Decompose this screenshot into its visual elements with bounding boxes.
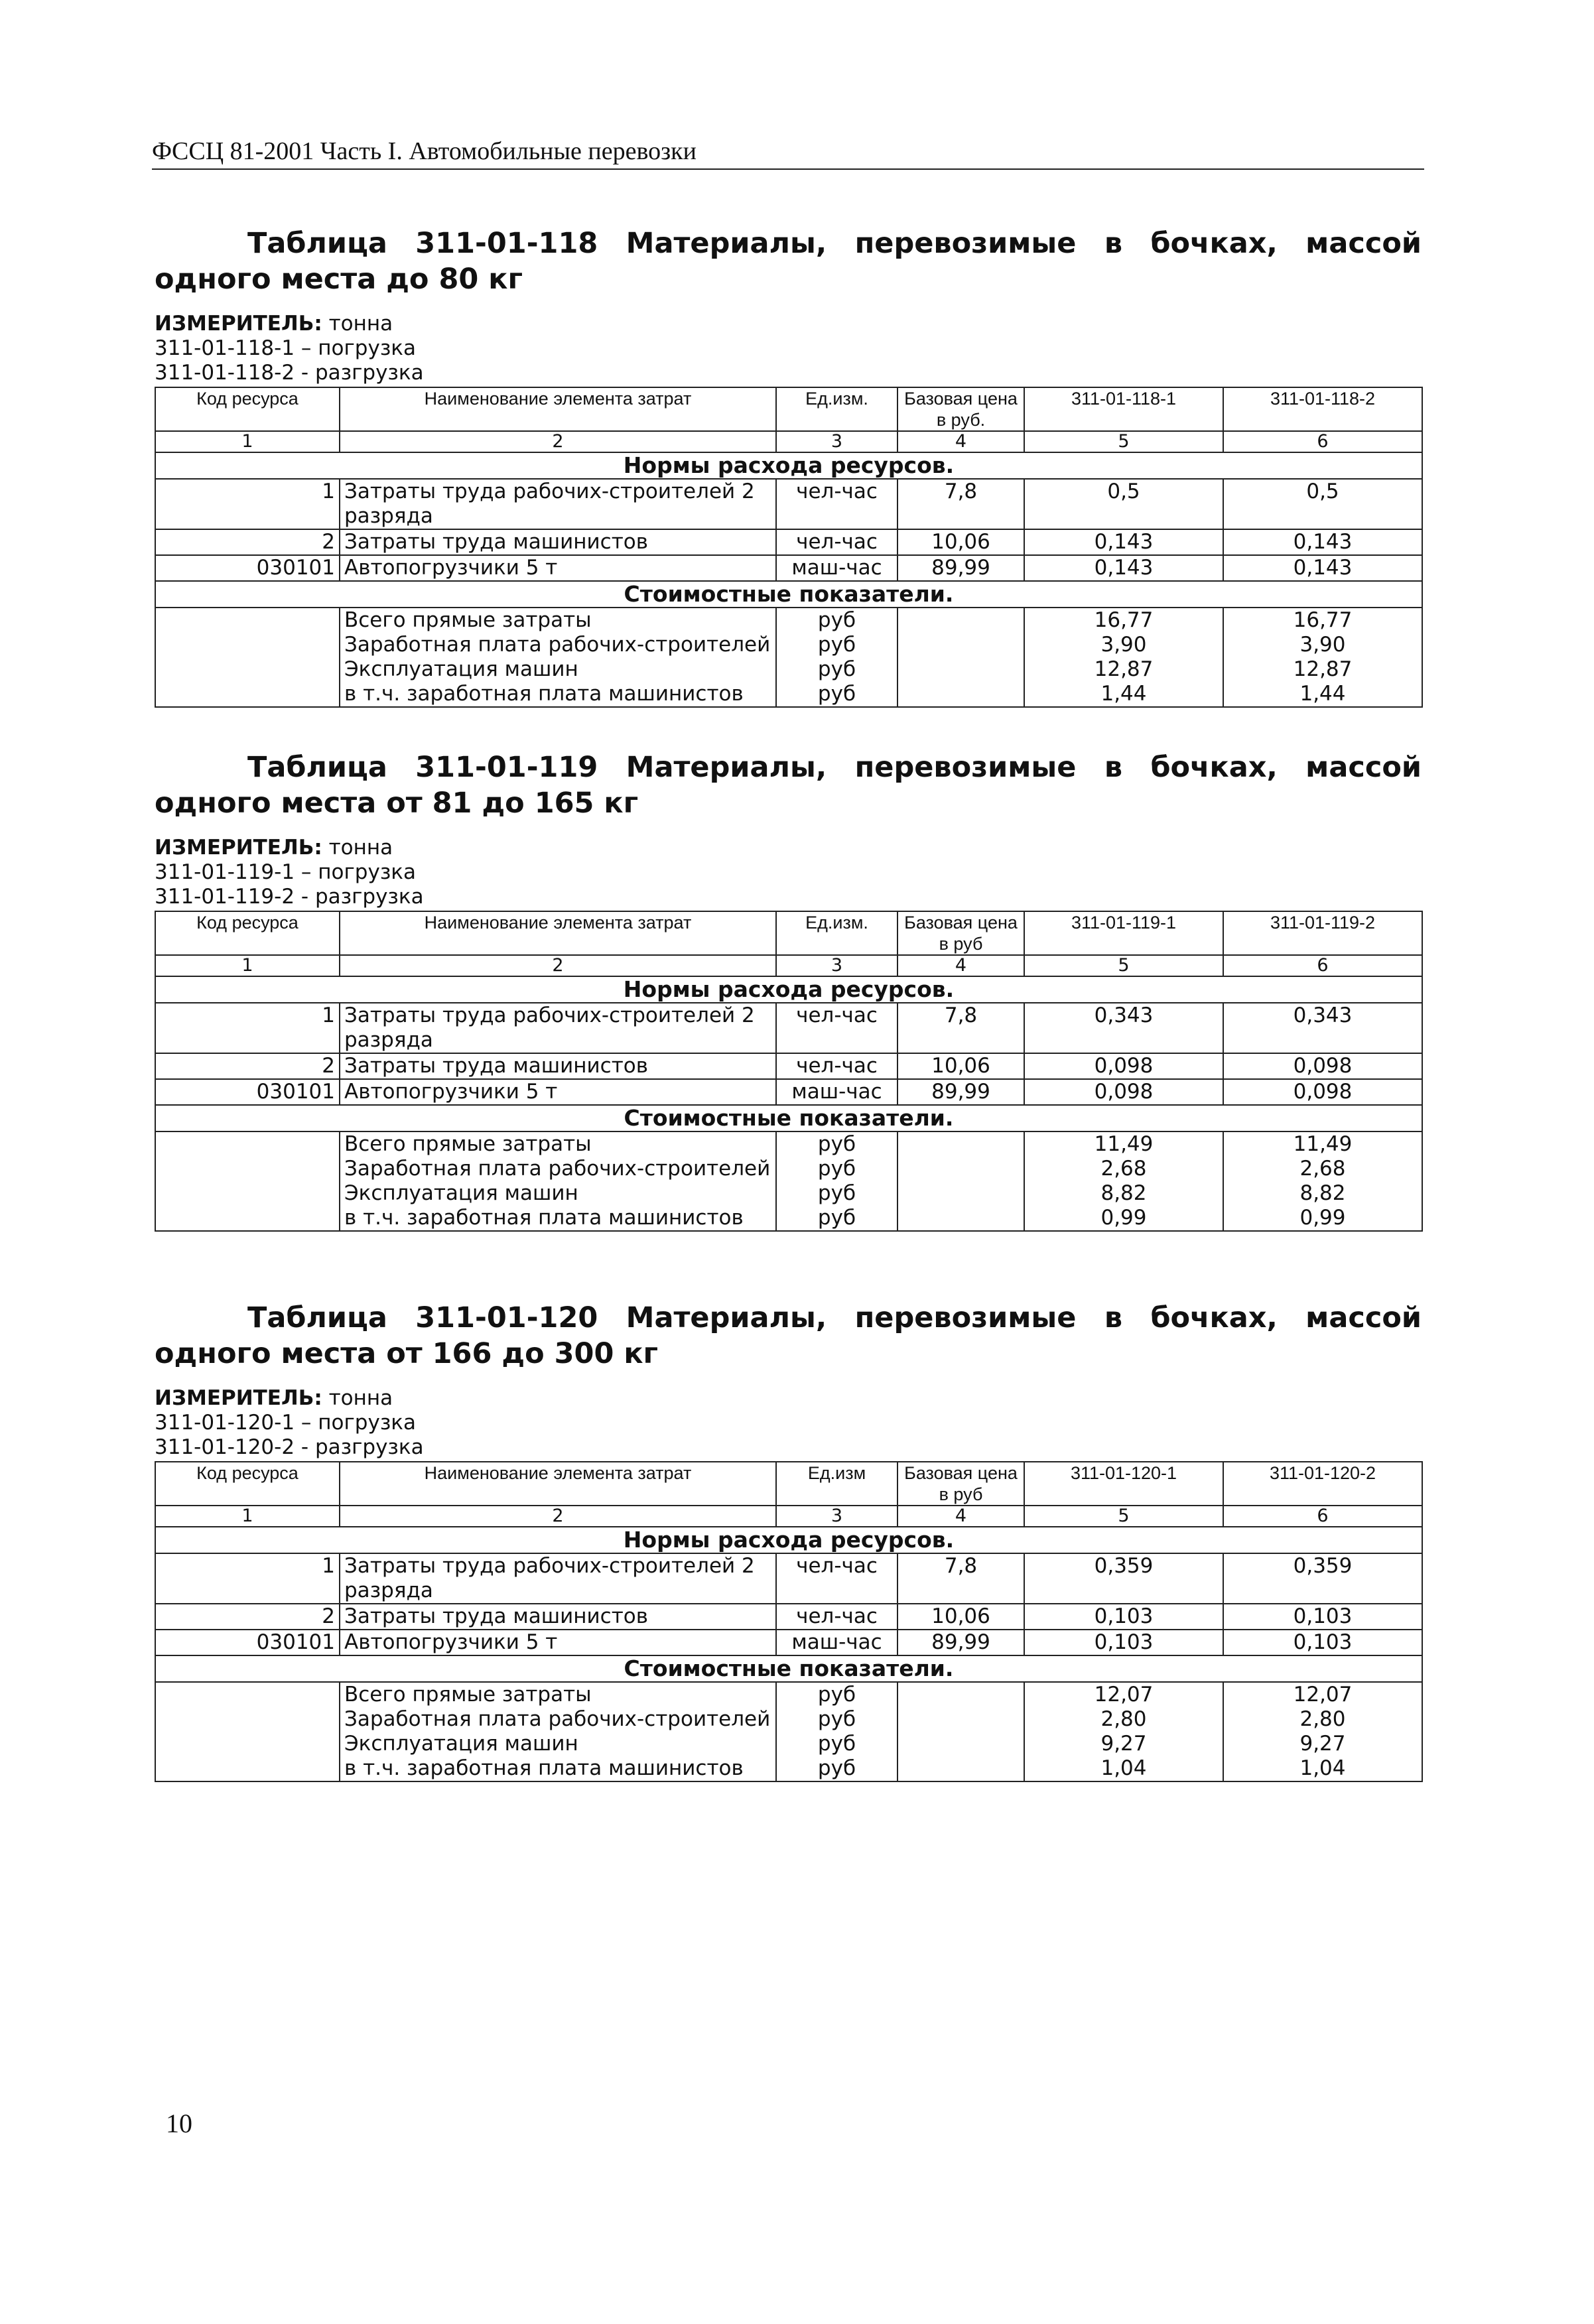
- cost-value-1: 0,99: [1024, 1206, 1223, 1231]
- section-row: [155, 581, 1422, 608]
- resource-name: Автопогрузчики 5 т: [340, 555, 776, 581]
- column-number: 3: [776, 1506, 897, 1527]
- norm-value-1: 0,343: [1024, 1003, 1223, 1053]
- empty-code-cell: [155, 1682, 340, 1707]
- norm-value-1: 0,5: [1024, 479, 1223, 529]
- column-number: 1: [155, 1506, 340, 1527]
- table-row: [155, 1131, 1422, 1157]
- cost-unit: руб: [776, 608, 897, 633]
- cost-name: Эксплуатация машин: [340, 657, 776, 682]
- resource-unit: маш-час: [776, 555, 897, 581]
- table-row: [155, 1206, 1422, 1231]
- resource-code: 1: [155, 1553, 340, 1604]
- resource-table: [155, 911, 1423, 1232]
- cost-name: в т.ч. заработная плата машинистов: [340, 1756, 776, 1781]
- cost-value-2: 1,44: [1223, 682, 1422, 707]
- cost-name: Всего прямые затраты: [340, 608, 776, 633]
- section-norms-label: Нормы расхода ресурсов.: [155, 1527, 1422, 1553]
- column-number-row: [155, 1506, 1422, 1527]
- cost-value-2: 11,49: [1223, 1131, 1422, 1157]
- cost-name: в т.ч. заработная плата машинистов: [340, 1206, 776, 1231]
- column-number: 1: [155, 431, 340, 452]
- resource-table: [155, 1461, 1423, 1782]
- header-name: Наименование элемента затрат: [340, 1462, 776, 1506]
- column-number: 4: [897, 431, 1024, 452]
- cost-unit: руб: [776, 1131, 897, 1157]
- resource-price: 10,06: [897, 1053, 1024, 1079]
- cost-value-1: 2,80: [1024, 1707, 1223, 1732]
- resource-name: Затраты труда рабочих-строителей 2 разряда: [340, 1553, 776, 1604]
- column-number: 5: [1024, 955, 1223, 976]
- header-code: Код ресурса: [155, 387, 340, 431]
- header-code-2: 311-01-120-2: [1223, 1462, 1422, 1506]
- cost-name: Эксплуатация машин: [340, 1732, 776, 1756]
- empty-price-cell: [897, 657, 1024, 682]
- table-row: [155, 1732, 1422, 1756]
- header-code: Код ресурса: [155, 911, 340, 955]
- header-price: Базовая цена в руб: [897, 1462, 1024, 1506]
- cost-unit: руб: [776, 1157, 897, 1181]
- page-number: 10: [166, 2108, 192, 2138]
- cost-unit: руб: [776, 633, 897, 657]
- cost-value-2: 9,27: [1223, 1732, 1422, 1756]
- column-number: 2: [340, 431, 776, 452]
- table-title: Таблица 311-01-118 Материалы, перевозимые в бочках, массой одного места до 80 кг: [155, 227, 1422, 296]
- column-number: 4: [897, 955, 1024, 976]
- norm-value-2: 0,343: [1223, 1003, 1422, 1053]
- header-price: Базовая цена в руб: [897, 911, 1024, 955]
- operation-line: 311-01-118-2 - разгрузка: [155, 361, 424, 385]
- column-number: 3: [776, 955, 897, 976]
- norm-value-1: 0,103: [1024, 1630, 1223, 1655]
- norm-value-2: 0,5: [1223, 479, 1422, 529]
- norm-value-2: 0,143: [1223, 555, 1422, 581]
- cost-value-1: 9,27: [1024, 1732, 1223, 1756]
- empty-code-cell: [155, 1732, 340, 1756]
- resource-code: 2: [155, 529, 340, 555]
- column-number-row: [155, 955, 1422, 976]
- table-row: [155, 608, 1422, 633]
- cost-value-2: 2,68: [1223, 1157, 1422, 1181]
- norm-value-2: 0,103: [1223, 1604, 1422, 1630]
- cost-value-2: 16,77: [1223, 608, 1422, 633]
- column-number: 5: [1024, 1506, 1223, 1527]
- empty-code-cell: [155, 1206, 340, 1231]
- norm-value-1: 0,359: [1024, 1553, 1223, 1604]
- resource-code: 030101: [155, 1630, 340, 1655]
- cost-value-2: 0,99: [1223, 1206, 1422, 1231]
- resource-unit: чел-час: [776, 1604, 897, 1630]
- page-header: ФССЦ 81-2001 Часть I. Автомобильные перевозки: [152, 137, 1424, 170]
- resource-name: Автопогрузчики 5 т: [340, 1630, 776, 1655]
- resource-unit: чел-час: [776, 479, 897, 529]
- table-row: [155, 1079, 1422, 1105]
- table-section: [155, 226, 1422, 708]
- column-number: 2: [340, 955, 776, 976]
- table-row: [155, 1553, 1422, 1604]
- column-number: 3: [776, 431, 897, 452]
- norm-value-2: 0,103: [1223, 1630, 1422, 1655]
- norm-value-1: 0,143: [1024, 555, 1223, 581]
- empty-code-cell: [155, 1157, 340, 1181]
- resource-unit: чел-час: [776, 1553, 897, 1604]
- section-row: [155, 976, 1422, 1003]
- empty-code-cell: [155, 1707, 340, 1732]
- resource-code: 2: [155, 1053, 340, 1079]
- resource-name: Затраты труда машинистов: [340, 529, 776, 555]
- norm-value-2: 0,098: [1223, 1053, 1422, 1079]
- resource-code: 1: [155, 1003, 340, 1053]
- empty-price-cell: [897, 633, 1024, 657]
- table-section: [155, 749, 1422, 1232]
- cost-name: Заработная плата рабочих-строителей: [340, 1157, 776, 1181]
- cost-unit: руб: [776, 682, 897, 707]
- cost-value-1: 1,04: [1024, 1756, 1223, 1781]
- meter-label: ИЗМЕРИТЕЛЬ:: [155, 1386, 322, 1410]
- header-row: [155, 1462, 1422, 1506]
- norm-value-2: 0,143: [1223, 529, 1422, 555]
- meter-value: тонна: [328, 836, 393, 860]
- resource-price: 7,8: [897, 1553, 1024, 1604]
- cost-unit: руб: [776, 657, 897, 682]
- cost-value-2: 2,80: [1223, 1707, 1422, 1732]
- norm-value-1: 0,143: [1024, 529, 1223, 555]
- resource-name: Автопогрузчики 5 т: [340, 1079, 776, 1105]
- resource-unit: чел-час: [776, 1053, 897, 1079]
- cost-value-1: 3,90: [1024, 633, 1223, 657]
- cost-unit: руб: [776, 1682, 897, 1707]
- cost-value-1: 12,07: [1024, 1682, 1223, 1707]
- section-costs-label: Стоимостные показатели.: [155, 581, 1422, 608]
- empty-code-cell: [155, 1131, 340, 1157]
- table-row: [155, 1707, 1422, 1732]
- table-row: [155, 657, 1422, 682]
- cost-value-2: 1,04: [1223, 1756, 1422, 1781]
- resource-name: Затраты труда рабочих-строителей 2 разряда: [340, 1003, 776, 1053]
- header-name: Наименование элемента затрат: [340, 387, 776, 431]
- cost-value-1: 1,44: [1024, 682, 1223, 707]
- operation-line: 311-01-119-1 – погрузка: [155, 860, 417, 884]
- resource-name: Затраты труда машинистов: [340, 1604, 776, 1630]
- table-row: [155, 1181, 1422, 1206]
- table-meta: [155, 836, 1422, 909]
- column-number: 1: [155, 955, 340, 976]
- resource-price: 89,99: [897, 1079, 1024, 1105]
- cost-name: Всего прямые затраты: [340, 1131, 776, 1157]
- operation-line: 311-01-120-2 - разгрузка: [155, 1435, 424, 1459]
- section-costs-label: Стоимостные показатели.: [155, 1105, 1422, 1131]
- table-row: [155, 1003, 1422, 1053]
- resource-price: 10,06: [897, 529, 1024, 555]
- cost-value-2: 12,07: [1223, 1682, 1422, 1707]
- table-row: [155, 1604, 1422, 1630]
- meter-label: ИЗМЕРИТЕЛЬ:: [155, 312, 322, 336]
- resource-unit: маш-час: [776, 1079, 897, 1105]
- table-row: [155, 529, 1422, 555]
- resource-table: [155, 387, 1423, 708]
- cost-name: Эксплуатация машин: [340, 1181, 776, 1206]
- resource-price: 7,8: [897, 1003, 1024, 1053]
- section-norms-label: Нормы расхода ресурсов.: [155, 976, 1422, 1003]
- section-norms-label: Нормы расхода ресурсов.: [155, 452, 1422, 479]
- resource-unit: чел-час: [776, 529, 897, 555]
- section-row: [155, 1655, 1422, 1682]
- operation-line: 311-01-120-1 – погрузка: [155, 1411, 417, 1435]
- header-code-2: 311-01-118-2: [1223, 387, 1422, 431]
- resource-price: 89,99: [897, 555, 1024, 581]
- table-row: [155, 1157, 1422, 1181]
- meter-value: тонна: [328, 312, 393, 336]
- empty-price-cell: [897, 682, 1024, 707]
- section-row: [155, 1105, 1422, 1131]
- resource-code: 030101: [155, 555, 340, 581]
- header-code-1: 311-01-120-1: [1024, 1462, 1223, 1506]
- column-number: 4: [897, 1506, 1024, 1527]
- resource-code: 030101: [155, 1079, 340, 1105]
- operation-line: 311-01-118-1 – погрузка: [155, 336, 417, 360]
- cost-value-1: 8,82: [1024, 1181, 1223, 1206]
- empty-price-cell: [897, 608, 1024, 633]
- empty-code-cell: [155, 657, 340, 682]
- column-number-row: [155, 431, 1422, 452]
- resource-price: 89,99: [897, 1630, 1024, 1655]
- cost-value-1: 2,68: [1024, 1157, 1223, 1181]
- section-row: [155, 452, 1422, 479]
- table-row: [155, 479, 1422, 529]
- empty-code-cell: [155, 682, 340, 707]
- empty-price-cell: [897, 1707, 1024, 1732]
- table-row: [155, 555, 1422, 581]
- column-number: 6: [1223, 955, 1422, 976]
- table-row: [155, 682, 1422, 707]
- empty-code-cell: [155, 608, 340, 633]
- cost-value-1: 11,49: [1024, 1131, 1223, 1157]
- resource-code: 2: [155, 1604, 340, 1630]
- header-price: Базовая цена в руб.: [897, 387, 1024, 431]
- empty-price-cell: [897, 1131, 1024, 1157]
- table-row: [155, 1682, 1422, 1707]
- cost-name: Заработная плата рабочих-строителей: [340, 633, 776, 657]
- empty-price-cell: [897, 1206, 1024, 1231]
- column-number: 6: [1223, 431, 1422, 452]
- cost-name: Всего прямые затраты: [340, 1682, 776, 1707]
- table-row: [155, 633, 1422, 657]
- table-row: [155, 1053, 1422, 1079]
- header-code-2: 311-01-119-2: [1223, 911, 1422, 955]
- empty-code-cell: [155, 633, 340, 657]
- header-code: Код ресурса: [155, 1462, 340, 1506]
- norm-value-2: 0,359: [1223, 1553, 1422, 1604]
- resource-name: Затраты труда рабочих-строителей 2 разряда: [340, 479, 776, 529]
- empty-price-cell: [897, 1732, 1024, 1756]
- header-row: [155, 387, 1422, 431]
- header-unit: Ед.изм: [776, 1462, 897, 1506]
- table-section: [155, 1300, 1422, 1782]
- cost-value-2: 8,82: [1223, 1181, 1422, 1206]
- cost-value-1: 12,87: [1024, 657, 1223, 682]
- cost-unit: руб: [776, 1756, 897, 1781]
- cost-unit: руб: [776, 1206, 897, 1231]
- column-number: 5: [1024, 431, 1223, 452]
- column-number: 6: [1223, 1506, 1422, 1527]
- norm-value-1: 0,098: [1024, 1079, 1223, 1105]
- norm-value-1: 0,103: [1024, 1604, 1223, 1630]
- table-row: [155, 1756, 1422, 1781]
- empty-code-cell: [155, 1181, 340, 1206]
- table-meta: [155, 1386, 1422, 1460]
- section-row: [155, 1527, 1422, 1553]
- cost-value-2: 3,90: [1223, 633, 1422, 657]
- cost-value-1: 16,77: [1024, 608, 1223, 633]
- cost-unit: руб: [776, 1181, 897, 1206]
- cost-unit: руб: [776, 1732, 897, 1756]
- resource-unit: маш-час: [776, 1630, 897, 1655]
- meter-label: ИЗМЕРИТЕЛЬ:: [155, 836, 322, 860]
- cost-name: Заработная плата рабочих-строителей: [340, 1707, 776, 1732]
- header-row: [155, 911, 1422, 955]
- operation-line: 311-01-119-2 - разгрузка: [155, 885, 424, 909]
- column-number: 2: [340, 1506, 776, 1527]
- norm-value-1: 0,098: [1024, 1053, 1223, 1079]
- table-meta: [155, 312, 1422, 385]
- empty-price-cell: [897, 1181, 1024, 1206]
- resource-code: 1: [155, 479, 340, 529]
- table-row: [155, 1630, 1422, 1655]
- cost-value-2: 12,87: [1223, 657, 1422, 682]
- table-title: Таблица 311-01-119 Материалы, перевозимые в бочках, массой одного места от 81 до 165 кг: [155, 751, 1422, 820]
- empty-code-cell: [155, 1756, 340, 1781]
- header-name: Наименование элемента затрат: [340, 911, 776, 955]
- empty-price-cell: [897, 1682, 1024, 1707]
- meter-value: тонна: [328, 1386, 393, 1410]
- resource-price: 7,8: [897, 479, 1024, 529]
- header-code-1: 311-01-118-1: [1024, 387, 1223, 431]
- header-unit: Ед.изм.: [776, 911, 897, 955]
- resource-price: 10,06: [897, 1604, 1024, 1630]
- table-title: Таблица 311-01-120 Материалы, перевозимые в бочках, массой одного места от 166 до 300 кг: [155, 1301, 1422, 1370]
- resource-unit: чел-час: [776, 1003, 897, 1053]
- cost-unit: руб: [776, 1707, 897, 1732]
- norm-value-2: 0,098: [1223, 1079, 1422, 1105]
- cost-name: в т.ч. заработная плата машинистов: [340, 682, 776, 707]
- section-costs-label: Стоимостные показатели.: [155, 1655, 1422, 1682]
- header-unit: Ед.изм.: [776, 387, 897, 431]
- header-code-1: 311-01-119-1: [1024, 911, 1223, 955]
- resource-name: Затраты труда машинистов: [340, 1053, 776, 1079]
- empty-price-cell: [897, 1157, 1024, 1181]
- empty-price-cell: [897, 1756, 1024, 1781]
